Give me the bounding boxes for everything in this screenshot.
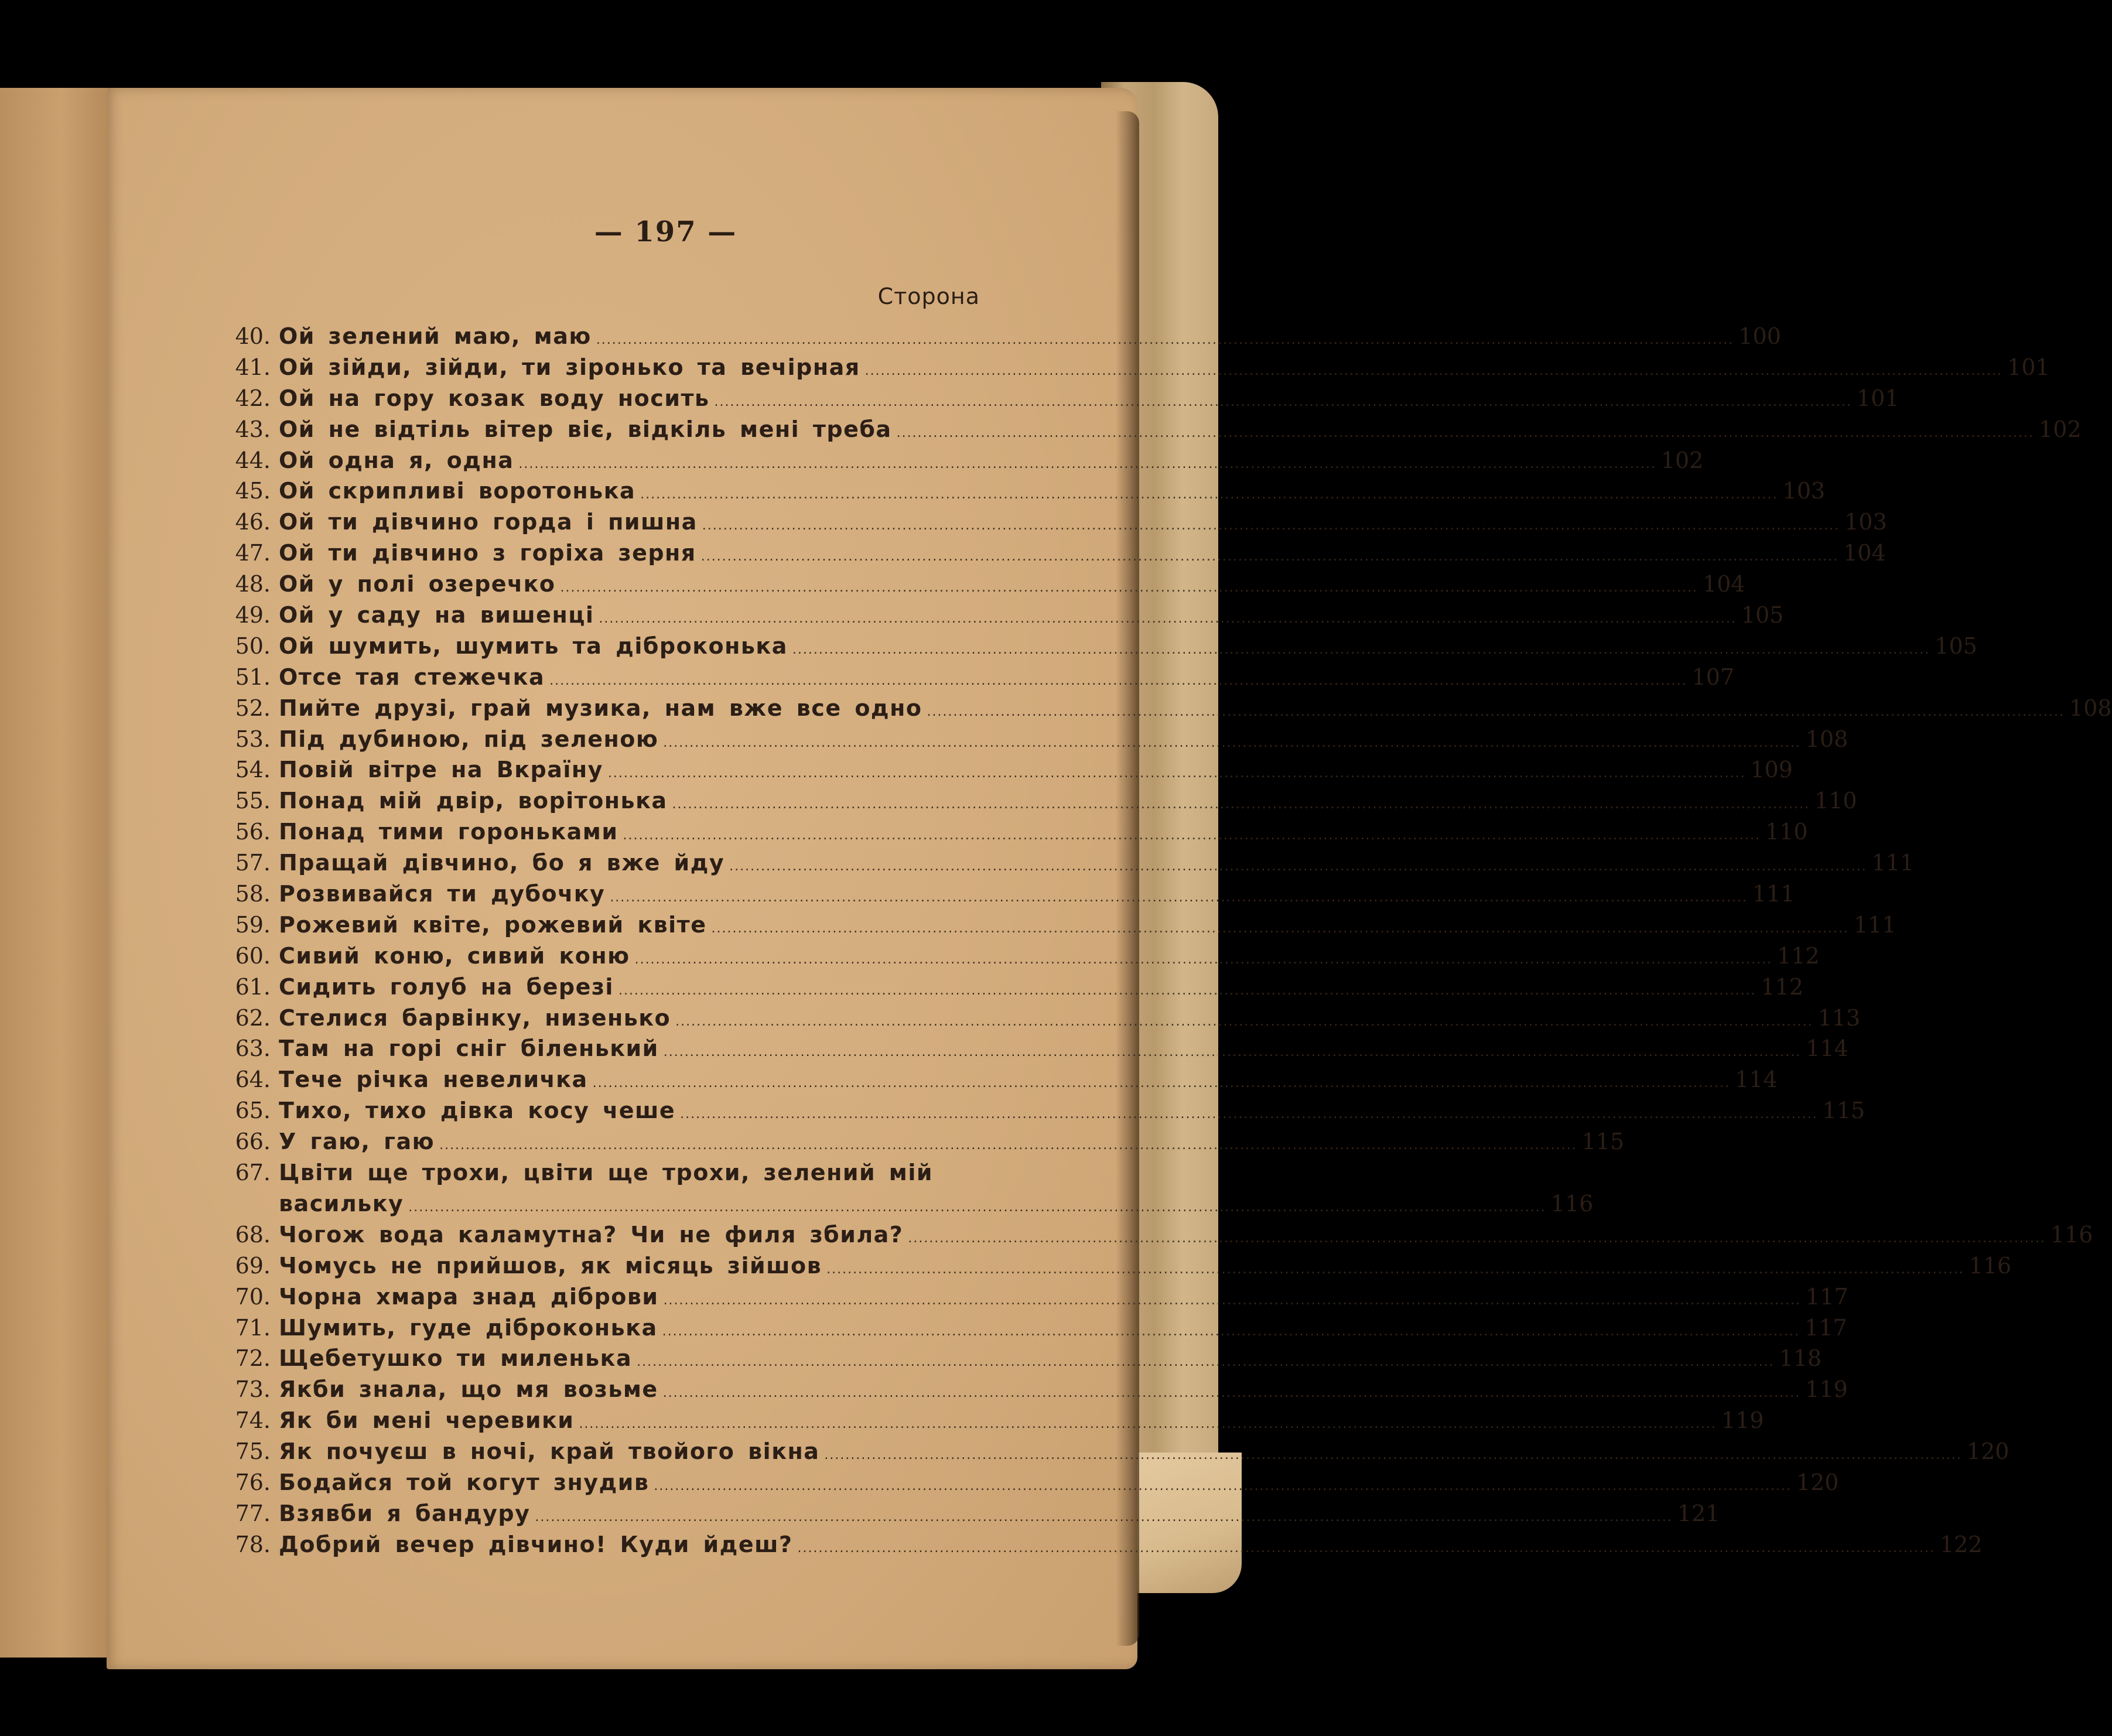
entry-page: 117	[1805, 1314, 1847, 1341]
dot-leader	[632, 1347, 1779, 1378]
entry-page: 104	[1843, 540, 1886, 566]
entry-title-continued: васильку	[279, 1190, 404, 1216]
toc-entry	[223, 507, 1887, 538]
entry-page: 111	[1854, 911, 1896, 938]
toc-entry	[223, 1033, 1848, 1064]
entry-page: 112	[1777, 942, 1820, 969]
entry-title: Ой зійди, зійди, ти зіронько та вечірная	[279, 354, 860, 380]
dot-leader	[922, 697, 2069, 728]
entry-number: 65.	[235, 1098, 271, 1124]
dot-leader	[649, 1471, 1796, 1502]
entry-page: 108	[2069, 695, 2112, 721]
entry-title: Сидить голуб на березі	[279, 973, 614, 1000]
toc-entry	[223, 1467, 1839, 1498]
entry-number: 64.	[235, 1067, 271, 1093]
left-page-edge	[0, 88, 111, 1658]
toc-entry	[223, 476, 1826, 507]
entry-title: Ой ти дівчино з горіха зерня	[279, 540, 696, 566]
entry-title: Чорна хмара знад діброви	[279, 1283, 659, 1310]
entry-number: 56.	[235, 819, 271, 845]
entry-number: 52.	[235, 695, 271, 721]
table-of-contents	[223, 321, 2112, 1560]
toc-entry	[223, 445, 1704, 476]
entry-title: Чомусь не прийшов, як місяць зійшов	[279, 1252, 822, 1279]
toc-entry	[223, 724, 1848, 755]
entry-number: 62.	[235, 1004, 271, 1031]
entry-page: 107	[1691, 664, 1735, 690]
entry-number: 58.	[235, 881, 271, 907]
toc-entry	[223, 1405, 1764, 1436]
entry-title: Добрий вечер дівчино! Куди йдеш?	[279, 1531, 793, 1557]
entry-title: Ой на гору козак воду носить	[279, 385, 710, 411]
entry-title: Ой скрипливі воротонька	[279, 478, 636, 504]
entry-page: 116	[1550, 1190, 1594, 1216]
entry-title: Цвіти ще трохи, цвіти ще трохи, зелений мій	[279, 1160, 934, 1186]
dot-leader	[724, 852, 1872, 883]
entry-title: Під дубиною, під зеленою	[279, 726, 659, 752]
toc-entry	[223, 538, 1886, 569]
entry-page: 111	[1752, 881, 1795, 907]
toc-entry	[223, 1529, 1983, 1560]
entry-page: 114	[1806, 1036, 1848, 1062]
entry-page: 122	[1940, 1531, 1983, 1557]
toc-entry	[223, 1219, 2093, 1250]
entry-page: 121	[1677, 1500, 1720, 1526]
entry-page: 105	[1741, 602, 1784, 628]
entry-number: 77.	[235, 1500, 271, 1526]
entry-page: 101	[1857, 385, 1899, 411]
entry-title: Як почуєш в ночі, край твойого вікна	[279, 1438, 820, 1465]
toc-entry	[223, 631, 1977, 662]
toc-entry	[223, 1498, 1720, 1529]
entry-page: 110	[1814, 788, 1857, 814]
dot-leader	[658, 728, 1806, 759]
entry-title: Стелися барвінку, низенько	[279, 1004, 671, 1031]
entry-page: 101	[2007, 354, 2050, 380]
entry-number: 48.	[235, 571, 271, 597]
toc-entry	[223, 910, 1896, 941]
dot-leader	[658, 1378, 1806, 1409]
entry-number: 73.	[235, 1376, 271, 1403]
toc-entry	[223, 1003, 1861, 1034]
entry-number: 55.	[235, 788, 271, 814]
entry-title: Повій вітре на Вкраїну	[279, 757, 603, 783]
page-number: — 197 —	[594, 216, 737, 248]
entry-page: 116	[2050, 1221, 2093, 1248]
entry-page: 114	[1735, 1067, 1778, 1093]
toc-entry	[223, 1095, 1865, 1126]
entry-title: Чогож вода каламутна? Чи не филя збила?	[279, 1221, 904, 1248]
entry-page: 115	[1822, 1098, 1865, 1124]
toc-entry	[223, 879, 1795, 910]
entry-page: 117	[1806, 1283, 1848, 1310]
entry-title: Бодайся той когут знудив	[279, 1469, 650, 1495]
dot-leader	[630, 945, 1778, 976]
entry-title: Пийте друзі, грай музика, нам вже все одно	[279, 695, 922, 721]
toc-entry	[223, 972, 1804, 1003]
dot-leader	[696, 542, 1844, 573]
dot-leader	[698, 511, 1845, 542]
entry-page: 103	[1844, 509, 1887, 535]
entry-page: 108	[1805, 726, 1848, 752]
dot-leader	[614, 976, 1761, 1007]
entry-number: 47.	[235, 540, 271, 566]
entry-number: 53.	[235, 726, 271, 752]
dot-leader	[605, 883, 1752, 914]
entry-title: Якби знала, що мя возьме	[279, 1376, 658, 1403]
entry-number: 49.	[235, 602, 271, 628]
entry-page: 104	[1703, 571, 1745, 597]
entry-title: Отсе тая стежечка	[279, 664, 545, 690]
entry-number: 51.	[235, 664, 271, 690]
dot-leader	[822, 1255, 1969, 1286]
dot-leader	[668, 790, 1815, 821]
dot-leader	[514, 449, 1661, 480]
entry-number: 67.	[235, 1160, 271, 1186]
entry-page: 115	[1581, 1129, 1625, 1155]
entry-number: 66.	[235, 1129, 271, 1155]
entry-number: 63.	[235, 1036, 271, 1062]
entry-page: 120	[1796, 1469, 1839, 1495]
toc-entry	[223, 414, 2082, 445]
entry-page: 112	[1761, 973, 1804, 1000]
entry-page: 118	[1779, 1345, 1822, 1372]
dot-leader	[659, 1286, 1806, 1317]
entry-number: 50.	[235, 633, 271, 659]
entry-title: Ой одна я, одна	[279, 447, 514, 473]
entry-page: 102	[2039, 416, 2082, 442]
entry-number: 74.	[235, 1407, 271, 1434]
entry-number: 57.	[235, 850, 271, 876]
toc-entry	[223, 848, 1915, 879]
entry-page: 103	[1782, 478, 1826, 504]
entry-number: 72.	[235, 1345, 271, 1372]
toc-entry	[223, 321, 1781, 352]
entry-title: Сивий коню, сивий коню	[279, 942, 630, 969]
entry-number: 78.	[235, 1531, 271, 1557]
dot-leader	[603, 758, 1751, 790]
toc-entry	[223, 600, 1784, 631]
entry-page: 109	[1750, 757, 1793, 783]
toc-entry	[223, 1313, 1847, 1344]
entry-title: Ой шумить, шумить та діброконька	[279, 633, 788, 659]
dot-leader	[658, 1317, 1805, 1348]
entry-number: 71.	[235, 1314, 271, 1341]
toc-entry	[223, 352, 2050, 383]
entry-title: Шумить, гуде діброконька	[279, 1314, 658, 1341]
toc-entry	[223, 1157, 1594, 1219]
entry-title: Взявби я бандуру	[279, 1500, 531, 1526]
entry-number: 75.	[235, 1438, 271, 1465]
entry-title: Тече річка невеличка	[279, 1067, 588, 1093]
entry-page: 116	[1969, 1252, 2012, 1279]
dot-leader	[819, 1440, 1967, 1471]
toc-entry	[223, 693, 2112, 724]
entry-page: 111	[1871, 850, 1915, 876]
entry-number: 61.	[235, 973, 271, 1000]
entry-number: 43.	[235, 416, 271, 442]
entry-title: Понад тими гороньками	[279, 819, 618, 845]
entry-page: 100	[1738, 323, 1781, 349]
entry-page: 105	[1935, 633, 1977, 659]
column-header: Сторона	[877, 283, 980, 309]
entry-title: Там на горі сніг біленький	[279, 1036, 659, 1062]
entry-number: 42.	[235, 385, 271, 411]
entry-number: 70.	[235, 1283, 271, 1310]
entry-title: Рожевий квіте, рожевий квіте	[279, 911, 707, 938]
entry-title: Розвивайся ти дубочку	[279, 881, 606, 907]
toc-entry	[223, 1282, 1848, 1313]
toc-entry	[223, 1343, 1822, 1374]
dot-leader	[892, 418, 2039, 449]
dot-leader	[788, 635, 1935, 666]
entry-number: 68.	[235, 1221, 271, 1248]
entry-number: 59.	[235, 911, 271, 938]
entry-title: Ой у полі озеречко	[279, 571, 556, 597]
toc-entry	[223, 662, 1735, 693]
dot-leader	[618, 821, 1765, 852]
dot-leader	[860, 356, 2008, 387]
entry-page: 110	[1765, 819, 1808, 845]
entry-page: 120	[1966, 1438, 2010, 1465]
dot-leader	[706, 914, 1854, 945]
entry-title: Ой ти дівчино горда і пишна	[279, 509, 698, 535]
entry-page: 102	[1660, 447, 1704, 473]
entry-page: 113	[1817, 1004, 1861, 1031]
dot-leader	[659, 1037, 1806, 1068]
toc-entry	[223, 1250, 2012, 1282]
entry-title: Ой не відтіль вітер віє, відкіль мені треба	[279, 416, 892, 442]
entry-number: 46.	[235, 509, 271, 535]
toc-entry	[223, 754, 1793, 785]
entry-title: У гаю, гаю	[279, 1129, 435, 1155]
toc-entry	[223, 1436, 2010, 1467]
entry-title: Як би мені черевики	[279, 1407, 575, 1434]
entry-title: Понад мій двір, ворітонька	[279, 788, 668, 814]
dot-leader	[671, 1007, 1818, 1038]
toc-entry	[223, 1374, 1848, 1405]
entry-number: 44.	[235, 447, 271, 473]
toc-entry	[223, 383, 1899, 414]
entry-title: Пращай дівчино, бо я вже йду	[279, 850, 725, 876]
dot-leader	[793, 1533, 1940, 1564]
toc-entry	[223, 816, 1808, 848]
entry-number: 54.	[235, 757, 271, 783]
dot-leader	[903, 1224, 2051, 1255]
entry-number: 69.	[235, 1252, 271, 1279]
entry-number: 41.	[235, 354, 271, 380]
entry-number: 76.	[235, 1469, 271, 1495]
entry-page: 119	[1805, 1376, 1848, 1403]
entry-number: 45.	[235, 478, 271, 504]
entry-title: Ой у саду на вишенці	[279, 602, 594, 628]
toc-entry	[223, 785, 1857, 816]
dot-leader	[675, 1099, 1823, 1130]
dot-leader	[635, 480, 1783, 511]
entry-number: 40.	[235, 323, 271, 349]
toc-entry	[223, 569, 1745, 600]
entry-title: Ой зелений маю, маю	[279, 323, 592, 349]
entry-title: Щебетушко ти миленька	[279, 1345, 633, 1372]
entry-page: 119	[1721, 1407, 1764, 1434]
toc-entry	[223, 1126, 1625, 1157]
entry-number: 60.	[235, 942, 271, 969]
entry-title: Тихо, тихо дівка косу чеше	[279, 1098, 676, 1124]
dot-leader	[556, 573, 1703, 604]
dot-leader	[588, 1068, 1735, 1099]
toc-entry	[223, 941, 1820, 972]
toc-entry	[223, 1064, 1778, 1095]
